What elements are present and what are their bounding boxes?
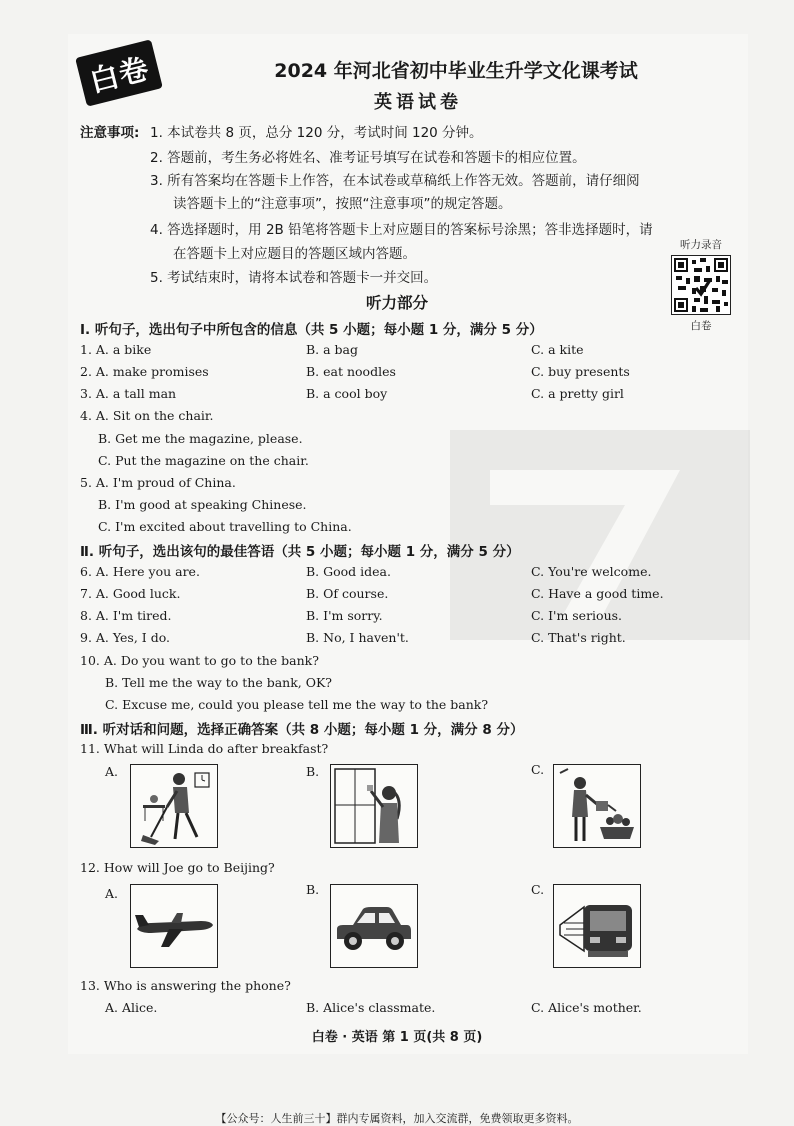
- q1-option-a: 1. A. a bike: [80, 342, 152, 357]
- q2-option-a: 2. A. make promises: [80, 364, 209, 379]
- q5-option-a: 5. A. I'm proud of China.: [80, 475, 236, 490]
- q10-option-c: C. Excuse me, could you please tell me the way to the bank?: [105, 697, 489, 712]
- note-3: 3. 所有答案均在答题卡上作答，在本试卷或草稿纸上作答无效。答题前，请仔细阅: [150, 173, 640, 189]
- q11-picture-b-window: [330, 764, 418, 848]
- badge-text: 白卷: [86, 50, 153, 99]
- exam-title: 2024 年河北省初中毕业生升学文化课考试: [274, 60, 638, 82]
- q6-option-b: B. Good idea.: [306, 564, 391, 579]
- q11-picture-c-watering: [553, 764, 641, 848]
- q8-option-b: B. I'm sorry.: [306, 608, 383, 623]
- q7-option-a: 7. A. Good luck.: [80, 586, 181, 601]
- q12-label-b: B.: [306, 882, 320, 897]
- section-1-title: Ⅰ. 听句子，选出句子中所包含的信息（共 5 小题；每小题 1 分，满分 5 分）: [80, 322, 543, 338]
- bottom-promo-note: 【公众号：人生前三十】群内专属资料，加入交流群，免费领取更多资料。: [215, 1112, 579, 1125]
- q11-label-c: C.: [531, 762, 545, 777]
- q2-option-c: C. buy presents: [531, 364, 630, 379]
- note-4: 4. 答选择题时，用 2B 铅笔将答题卡上对应题目的答案标号涂黑；答非选择题时，请: [150, 222, 653, 238]
- q12-picture-c-train-icon: [553, 884, 641, 968]
- q2-option-b: B. eat noodles: [306, 364, 396, 379]
- q9-option-c: C. That's right.: [531, 630, 626, 645]
- q12-picture-a-airplane-icon: [130, 884, 218, 968]
- notes-label: 注意事项:: [80, 125, 140, 141]
- q8-option-a: 8. A. I'm tired.: [80, 608, 172, 623]
- q1-option-b: B. a bag: [306, 342, 359, 357]
- qr-block: [670, 237, 732, 333]
- q6-option-a: 6. A. Here you are.: [80, 564, 200, 579]
- note-5: 5. 考试结束时，请将本试卷和答题卡一并交回。: [150, 270, 438, 286]
- q12-stem: 12. How will Joe go to Beijing?: [80, 860, 275, 875]
- section-2-title: Ⅱ. 听句子，选出该句的最佳答语（共 5 小题；每小题 1 分，满分 5 分）: [80, 544, 520, 560]
- q9-option-a: 9. A. Yes, I do.: [80, 630, 170, 645]
- q11-stem: 11. What will Linda do after breakfast?: [80, 741, 329, 756]
- q12-label-a: A.: [105, 886, 119, 901]
- q8-option-c: C. I'm serious.: [531, 608, 623, 623]
- q4-option-c: C. Put the magazine on the chair.: [98, 453, 309, 468]
- q10-option-b: B. Tell me the way to the bank, OK?: [105, 675, 333, 690]
- q10-option-a: 10. A. Do you want to go to the bank?: [80, 653, 319, 668]
- q13-option-b: B. Alice's classmate.: [306, 1000, 436, 1015]
- q5-option-c: C. I'm excited about travelling to China.: [98, 519, 352, 534]
- listening-title: 听力部分: [365, 294, 428, 312]
- note-4-cont: 在答题卡上对应题目的答题区域内答题。: [173, 246, 416, 262]
- q13-stem: 13. Who is answering the phone?: [80, 978, 291, 993]
- q6-option-c: C. You're welcome.: [531, 564, 652, 579]
- q7-option-b: B. Of course.: [306, 586, 389, 601]
- q13-option-a: A. Alice.: [105, 1000, 158, 1015]
- q4-option-b: B. Get me the magazine, please.: [98, 431, 303, 446]
- q13-option-c: C. Alice's mother.: [531, 1000, 642, 1015]
- q12-picture-b-car-icon: [330, 884, 418, 968]
- q12-label-c: C.: [531, 882, 545, 897]
- q3-option-a: 3. A. a tall man: [80, 386, 177, 401]
- section-3-title: Ⅲ. 听对话和问题，选择正确答案（共 8 小题；每小题 1 分，满分 8 分）: [80, 722, 524, 738]
- q9-option-b: B. No, I haven't.: [306, 630, 409, 645]
- q11-picture-a-sweeping: [130, 764, 218, 848]
- q11-label-a: A.: [105, 764, 119, 779]
- exam-subtitle: 英语试卷: [374, 92, 462, 113]
- note-1: 1. 本试卷共 8 页，总分 120 分，考试时间 120 分钟。: [150, 125, 483, 141]
- qr-top-caption: 听力录音: [680, 239, 722, 251]
- note-2: 2. 答题前，考生务必将姓名、准考证号填写在试卷和答题卡的相应位置。: [150, 150, 586, 166]
- q11-label-b: B.: [306, 764, 320, 779]
- q3-option-c: C. a pretty girl: [531, 386, 624, 401]
- note-3-cont: 读答题卡上的“注意事项”，按照“注意事项”的规定答题。: [173, 196, 512, 212]
- q7-option-c: C. Have a good time.: [531, 586, 664, 601]
- qr-bottom-caption: 白卷: [690, 320, 712, 332]
- q3-option-b: B. a cool boy: [306, 386, 388, 401]
- q5-option-b: B. I'm good at speaking Chinese.: [98, 497, 307, 512]
- page-footer: 白卷 · 英语 第 1 页(共 8 页): [311, 1030, 483, 1045]
- q1-option-c: C. a kite: [531, 342, 584, 357]
- q4-option-a: 4. A. Sit on the chair.: [80, 408, 214, 423]
